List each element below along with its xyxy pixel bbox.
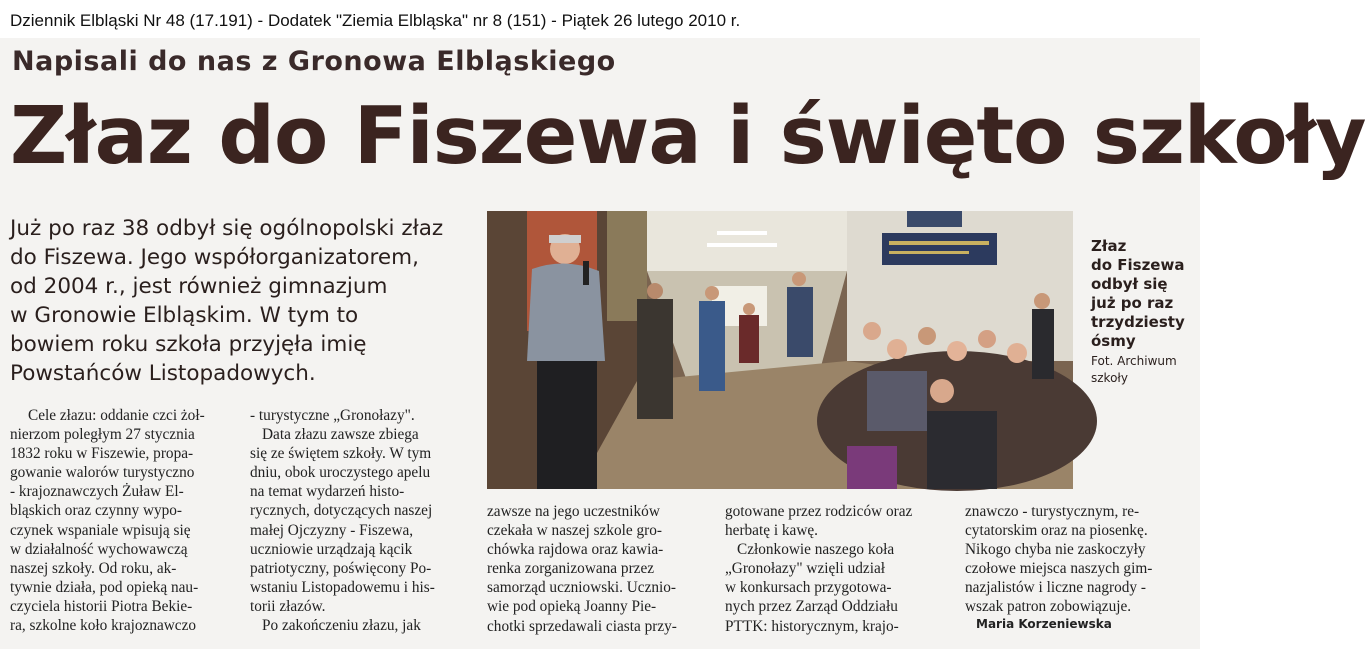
body-line: czynek wspaniale wpisują się <box>10 521 191 539</box>
body-line: się ze świętem szkoły. W tym <box>250 445 432 463</box>
lead-paragraph <box>10 214 480 388</box>
caption-line: Złaz <box>1091 237 1127 255</box>
body-line: cytatorskim oraz na piosenkę. <box>965 522 1148 540</box>
body-line: rycznych, dotyczących naszej <box>250 502 433 520</box>
body-line: znawczo - turystycznym, re- <box>965 503 1140 520</box>
body-line: gotowane przez rodziców oraz <box>725 503 913 520</box>
body-line: wszak patron zobowiązuje. <box>965 598 1132 616</box>
body-line: wie pod opieką Joanny Pie- <box>487 598 657 616</box>
caption-line: ósmy <box>1091 332 1136 350</box>
body-line: nazjalistów i liczne nagrody - <box>965 579 1146 597</box>
body-column-2 <box>250 406 478 635</box>
body-line: Po zakończeniu złazu, jak <box>262 617 421 635</box>
body-line: tywnie działa, pod opieką nau- <box>10 578 199 596</box>
caption-line: trzydziesty <box>1091 313 1185 331</box>
photo-credit: Fot. Archiwum <box>1091 354 1177 368</box>
body-column-3 <box>487 502 702 636</box>
body-line: naszej szkoły. Od roku, ak- <box>10 559 177 577</box>
body-line: czołowe miejsca naszych gim- <box>965 560 1153 578</box>
body-line: herbatę i kawę. <box>725 522 819 540</box>
caption-line: odbył się <box>1091 275 1168 293</box>
caption-line: do Fiszewa <box>1091 256 1185 274</box>
body-line: Członkowie naszego koła <box>737 541 895 559</box>
lead-line: od 2004 r., jest również gimnazjum <box>10 274 388 299</box>
lead-line: do Fiszewa. Jego współorganizatorem, <box>10 245 419 270</box>
lead-line: Już po raz 38 odbył się ogólnopolski złaz <box>10 216 444 241</box>
photo-caption <box>1091 237 1196 387</box>
body-line: dniu, obok uroczystego apelu <box>250 464 431 482</box>
body-line: samorząd uczniowski. Ucznio- <box>487 579 677 597</box>
body-column-1 <box>10 406 242 635</box>
body-line: chotki sprzedawali ciasta przy- <box>487 617 677 635</box>
body-line: czyciela historii Piotra Bekie- <box>10 597 193 615</box>
kicker-heading: Napisali do nas z Gronowa Elbląskiego <box>12 46 616 77</box>
photo-credit: szkoły <box>1091 371 1128 385</box>
body-line: Data złazu zawsze zbiega <box>262 426 419 444</box>
body-column-5 <box>965 502 1190 617</box>
body-line: w konkursach przygotowa- <box>725 579 892 597</box>
body-line: patriotyczny, poświęcony Po- <box>250 559 432 577</box>
body-line: nych przez Zarząd Oddziału <box>725 598 898 616</box>
caption-line: już po raz <box>1091 294 1174 312</box>
article-photo <box>487 211 1073 489</box>
body-line: uczniowie urządzają kącik <box>250 540 413 558</box>
body-line: chówka rajdowa oraz kawia- <box>487 541 664 559</box>
body-line: wstaniu Listopadowemu i his- <box>250 578 435 596</box>
body-line: - krajoznawczych Żuław El- <box>10 483 184 501</box>
body-line: bląskich oraz czynny wypo- <box>10 502 183 520</box>
lead-line: w Gronowie Elbląskim. W tym to <box>10 303 359 328</box>
lead-line: Powstańców Listopadowych. <box>10 361 316 386</box>
body-line: na temat wydarzeń histo- <box>250 483 405 501</box>
body-line: ra, szkolne koło krajoznawczo <box>10 617 197 635</box>
body-line: nierzom poległym 27 stycznia <box>10 426 195 444</box>
lead-line: bowiem roku szkoła przyjęła imię <box>10 332 367 357</box>
article-headline: Złaz do Fiszewa i święto szkoły <box>10 90 1365 182</box>
body-line: Cele złazu: oddanie czci żoł- <box>28 407 205 424</box>
body-line: 1832 roku w Fiszewie, propa- <box>10 445 194 463</box>
body-line: czekała w naszej szkole gro- <box>487 522 662 540</box>
body-line: Nikogo chyba nie zaskoczyły <box>965 541 1146 559</box>
masthead: Dziennik Elbląski Nr 48 (17.191) - Dodatek "Ziemia Elbląska" nr 8 (151) - Piątek 26 lutego 2010 r. <box>10 11 741 30</box>
body-line: torii złazów. <box>250 597 326 615</box>
body-line: gowanie walorów turystyczno <box>10 464 195 482</box>
body-line: „Gronołazy" wzięli udział <box>725 560 885 578</box>
body-line: - turystyczne „Gronołazy". <box>250 407 415 424</box>
article-author: Maria Korzeniewska <box>976 617 1112 631</box>
body-line: PTTK: historycznym, krajo- <box>725 617 899 635</box>
body-line: w działalność wychowawczą <box>10 540 188 558</box>
body-line: renka zorganizowana przez <box>487 560 655 578</box>
body-line: małej Ojczyzny - Fiszewa, <box>250 521 414 539</box>
body-line: zawsze na jego uczestników <box>487 503 660 520</box>
body-column-4 <box>725 502 950 636</box>
